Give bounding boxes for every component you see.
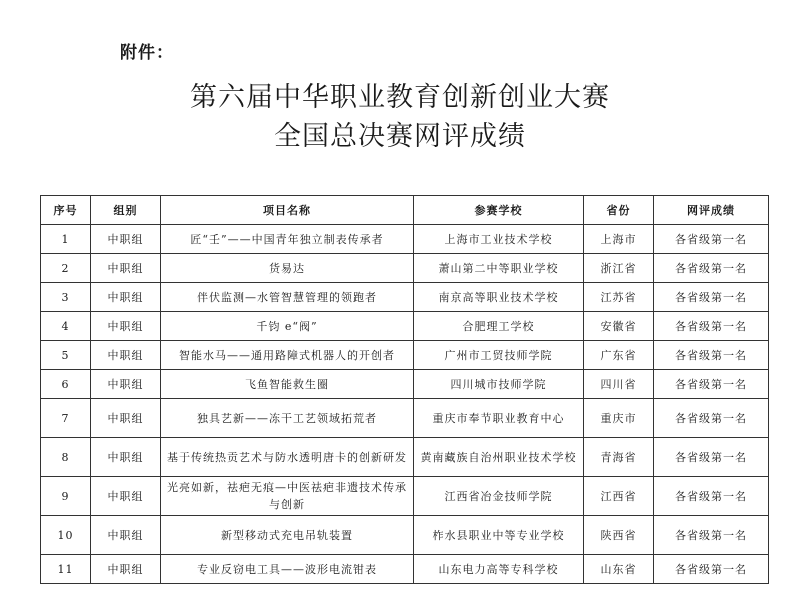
cell-project: 基于传统热贡艺术与防水透明唐卡的创新研发 (161, 438, 414, 477)
cell-school: 江西省冶金技师学院 (414, 477, 584, 516)
cell-score: 各省级第一名 (654, 312, 769, 341)
cell-group: 中职组 (91, 312, 161, 341)
cell-school: 上海市工业技术学校 (414, 225, 584, 254)
cell-project: 飞鱼智能救生圈 (161, 370, 414, 399)
cell-group: 中职组 (91, 555, 161, 584)
table-row (41, 312, 769, 341)
cell-index: 3 (41, 283, 91, 312)
table-row (41, 477, 769, 516)
cell-score: 各省级第一名 (654, 438, 769, 477)
cell-project: 光亮如新，祛疤无痕—中医祛疤非遗技术传承与创新 (161, 477, 414, 516)
cell-index: 10 (41, 516, 91, 555)
cell-province: 山东省 (584, 555, 654, 584)
table-row (41, 225, 769, 254)
col-header-group: 组别 (91, 196, 161, 225)
cell-index: 11 (41, 555, 91, 584)
cell-index: 1 (41, 225, 91, 254)
table-row (41, 370, 769, 399)
cell-project: 智能水马——通用路障式机器人的开创者 (161, 341, 414, 370)
cell-index: 7 (41, 399, 91, 438)
cell-province: 安徽省 (584, 312, 654, 341)
cell-index: 8 (41, 438, 91, 477)
document-title-line1: 第六届中华职业教育创新创业大赛 (190, 82, 610, 113)
cell-group: 中职组 (91, 477, 161, 516)
cell-school: 黄南藏族自治州职业技术学校 (414, 438, 584, 477)
cell-index: 2 (41, 254, 91, 283)
table-row (41, 555, 769, 584)
cell-school: 山东电力高等专科学校 (414, 555, 584, 584)
cell-score: 各省级第一名 (654, 555, 769, 584)
cell-score: 各省级第一名 (654, 283, 769, 312)
cell-province: 陕西省 (584, 516, 654, 555)
cell-group: 中职组 (91, 516, 161, 555)
table-header-row (41, 196, 769, 225)
col-header-project: 项目名称 (161, 196, 414, 225)
document-title-line2: 全国总决赛网评成绩 (274, 121, 526, 152)
cell-project: 匠“壬”——中国青年独立制表传承者 (161, 225, 414, 254)
cell-project: 专业反窃电工具——波形电流钳表 (161, 555, 414, 584)
cell-score: 各省级第一名 (654, 477, 769, 516)
cell-project: 货易达 (161, 254, 414, 283)
cell-index: 4 (41, 312, 91, 341)
cell-school: 合肥理工学校 (414, 312, 584, 341)
cell-index: 6 (41, 370, 91, 399)
cell-group: 中职组 (91, 283, 161, 312)
table-row (41, 399, 769, 438)
cell-school: 四川城市技师学院 (414, 370, 584, 399)
cell-project: 独具艺新——冻干工艺领域拓荒者 (161, 399, 414, 438)
cell-project: 千钧 e“阀” (161, 312, 414, 341)
cell-index: 9 (41, 477, 91, 516)
cell-school: 萧山第二中等职业学校 (414, 254, 584, 283)
cell-province: 浙江省 (584, 254, 654, 283)
cell-province: 江苏省 (584, 283, 654, 312)
cell-project: 新型移动式充电吊轨装置 (161, 516, 414, 555)
cell-province: 江西省 (584, 477, 654, 516)
col-header-school: 参赛学校 (414, 196, 584, 225)
cell-school: 重庆市奉节职业教育中心 (414, 399, 584, 438)
attachment-label: 附件： (120, 43, 174, 63)
cell-group: 中职组 (91, 370, 161, 399)
cell-project: 伴伏监测—水管智慧管理的领跑者 (161, 283, 414, 312)
table-row (41, 438, 769, 477)
table-row (41, 283, 769, 312)
col-header-score: 网评成绩 (654, 196, 769, 225)
table-row (41, 516, 769, 555)
scores-table (40, 195, 769, 584)
cell-score: 各省级第一名 (654, 516, 769, 555)
col-header-province: 省份 (584, 196, 654, 225)
cell-province: 广东省 (584, 341, 654, 370)
cell-province: 上海市 (584, 225, 654, 254)
cell-score: 各省级第一名 (654, 399, 769, 438)
cell-score: 各省级第一名 (654, 254, 769, 283)
cell-province: 重庆市 (584, 399, 654, 438)
cell-group: 中职组 (91, 225, 161, 254)
cell-group: 中职组 (91, 399, 161, 438)
table-row (41, 341, 769, 370)
cell-score: 各省级第一名 (654, 225, 769, 254)
cell-school: 南京高等职业技术学校 (414, 283, 584, 312)
cell-score: 各省级第一名 (654, 341, 769, 370)
cell-school: 广州市工贸技师学院 (414, 341, 584, 370)
cell-group: 中职组 (91, 438, 161, 477)
table-row (41, 254, 769, 283)
cell-group: 中职组 (91, 254, 161, 283)
cell-group: 中职组 (91, 341, 161, 370)
cell-province: 四川省 (584, 370, 654, 399)
col-header-index: 序号 (41, 196, 91, 225)
cell-index: 5 (41, 341, 91, 370)
cell-school: 柞水县职业中等专业学校 (414, 516, 584, 555)
cell-province: 青海省 (584, 438, 654, 477)
cell-score: 各省级第一名 (654, 370, 769, 399)
